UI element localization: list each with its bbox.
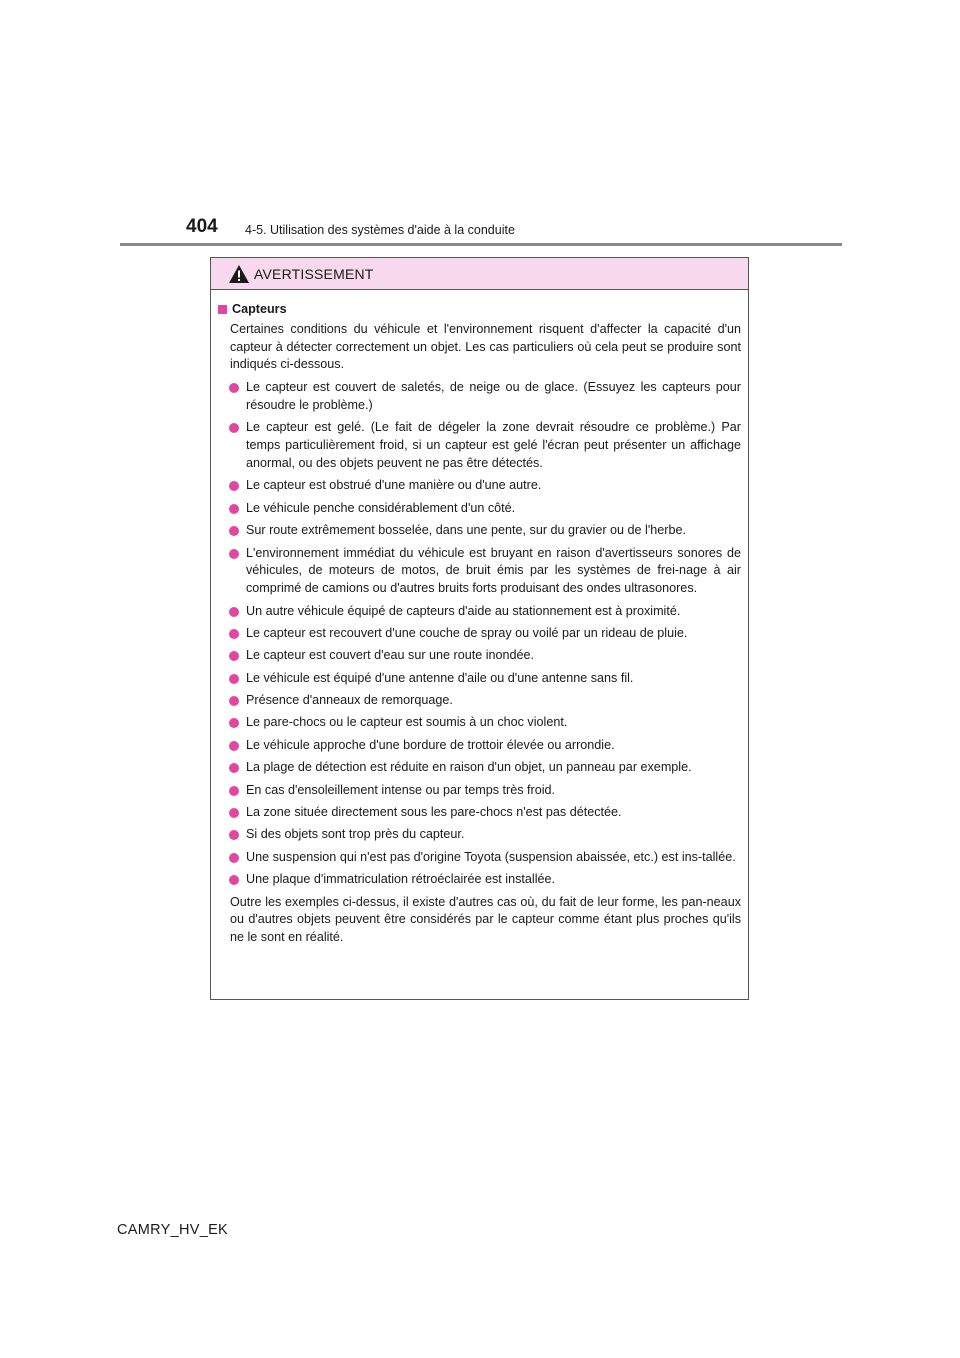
bullet-list [217,379,741,889]
list-item [217,500,741,518]
bullet-dot-icon [229,741,239,751]
list-item [217,759,741,777]
bullet-dot-icon [229,651,239,661]
bullet-text: Le capteur est couvert d'eau sur une route inondée. [246,648,535,663]
bullet-text: Le capteur est gelé. (Le fait de dégeler la zone devrait résoudre ce problème.) Par temps particulièrement froid, si un capteur est gelé l'écran peut présenter un affichage anormal, ou des objets peuvent ne pas être détectés. [246,420,741,470]
bullet-dot-icon [229,549,239,559]
header-rule [120,243,842,246]
bullet-text: Sur route extrêmement bosselée, dans une pente, sur du gravier ou de l'herbe. [246,523,686,538]
bullet-text: Si des objets sont trop près du capteur. [246,827,465,842]
bullet-dot-icon [229,808,239,818]
bullet-text: La zone située directement sous les pare-chocs n'est pas détectée. [246,805,622,820]
warning-title: AVERTISSEMENT [254,265,374,282]
bullet-text: Le véhicule est équipé d'une antenne d'aile ou d'une antenne sans fil. [246,670,634,685]
bullet-dot-icon [229,875,239,885]
list-item [217,419,741,472]
list-item [217,782,741,800]
model-code: CAMRY_HV_EK [117,1222,229,1238]
bullet-text: Le véhicule approche d'une bordure de trottoir élevée ou arrondie. [246,737,615,752]
bullet-text: Une plaque d'immatriculation rétroéclairée est installée. [246,872,556,887]
warning-body [211,290,748,947]
bullet-dot-icon [229,786,239,796]
bullet-dot-icon [229,607,239,617]
list-item [217,379,741,415]
list-item [217,625,741,643]
list-item [217,603,741,621]
bullet-text: La plage de détection est réduite en raison d'un objet, un panneau par exemple. [246,760,692,775]
bullet-dot-icon [229,674,239,684]
bullet-dot-icon [229,383,239,393]
list-item [217,804,741,822]
bullet-dot-icon [229,629,239,639]
list-item [217,849,741,867]
list-item [217,647,741,665]
warning-header [211,258,748,290]
bullet-text: Le véhicule penche considérablement d'un côté. [246,500,516,515]
bullet-dot-icon [229,526,239,536]
bullet-dot-icon [229,696,239,706]
bullet-dot-icon [229,504,239,514]
warning-triangle-icon [228,264,250,284]
bullet-text: Le capteur est couvert de saletés, de neige ou de glace. (Essuyez les capteurs pour résoudre le problème.) [246,380,741,412]
bullet-dot-icon [229,830,239,840]
bullet-dot-icon [229,718,239,728]
bullet-text: Le capteur est recouvert d'une couche de spray ou voilé par un rideau de pluie. [246,625,688,640]
bullet-text: Un autre véhicule équipé de capteurs d'aide au stationnement est à proximité. [246,603,681,618]
bullet-dot-icon [229,763,239,773]
list-item [217,737,741,755]
bullet-text: Le capteur est obstrué d'une manière ou d'une autre. [246,478,542,493]
bullet-dot-icon [229,853,239,863]
bullet-text: En cas d'ensoleillement intense ou par temps très froid. [246,782,556,797]
bullet-text: L'environnement immédiat du véhicule est bruyant en raison d'avertisseurs sonores de véhicules, de moteurs de motos, de bruit émis par les systèmes de frei-nage à air comprimé de camions ou d'autres bruits forts produisant des ondes ultrasonores. [246,545,741,596]
list-item [217,826,741,844]
bullet-dot-icon [229,423,239,433]
subheading-text: Capteurs [232,302,287,316]
list-item [217,522,741,540]
warning-box [210,257,749,1000]
subheading [217,301,741,319]
bullet-text: Le pare-chocs ou le capteur est soumis à un choc violent. [246,715,568,730]
list-item [217,692,741,710]
bullet-text: Présence d'anneaux de remorquage. [246,693,453,708]
list-item [217,670,741,688]
list-item [217,871,741,889]
section-title: 4-5. Utilisation des systèmes d'aide à la conduite [245,223,515,237]
list-item [217,714,741,732]
page-number: 404 [186,216,218,237]
list-item [217,477,741,495]
intro-paragraph: Certaines conditions du véhicule et l'environnement risquent d'affecter la capacité d'un capteur à détecter correctement un objet. Les cas particuliers où cela peut se produire sont indiqués ci-dessous. [230,321,741,372]
bullet-text: Une suspension qui n'est pas d'origine Toyota (suspension abaissée, etc.) est ins-tallée. [246,849,736,864]
bullet-dot-icon [229,481,239,491]
list-item [217,545,741,598]
square-bullet-icon [218,305,227,314]
outro-paragraph: Outre les exemples ci-dessus, il existe d'autres cas où, du fait de leur forme, les pan-neaux ou d'autres objets peuvent être considérés par le capteur comme étant plus proches qu'ils ne le sont en réalité. [230,894,741,945]
